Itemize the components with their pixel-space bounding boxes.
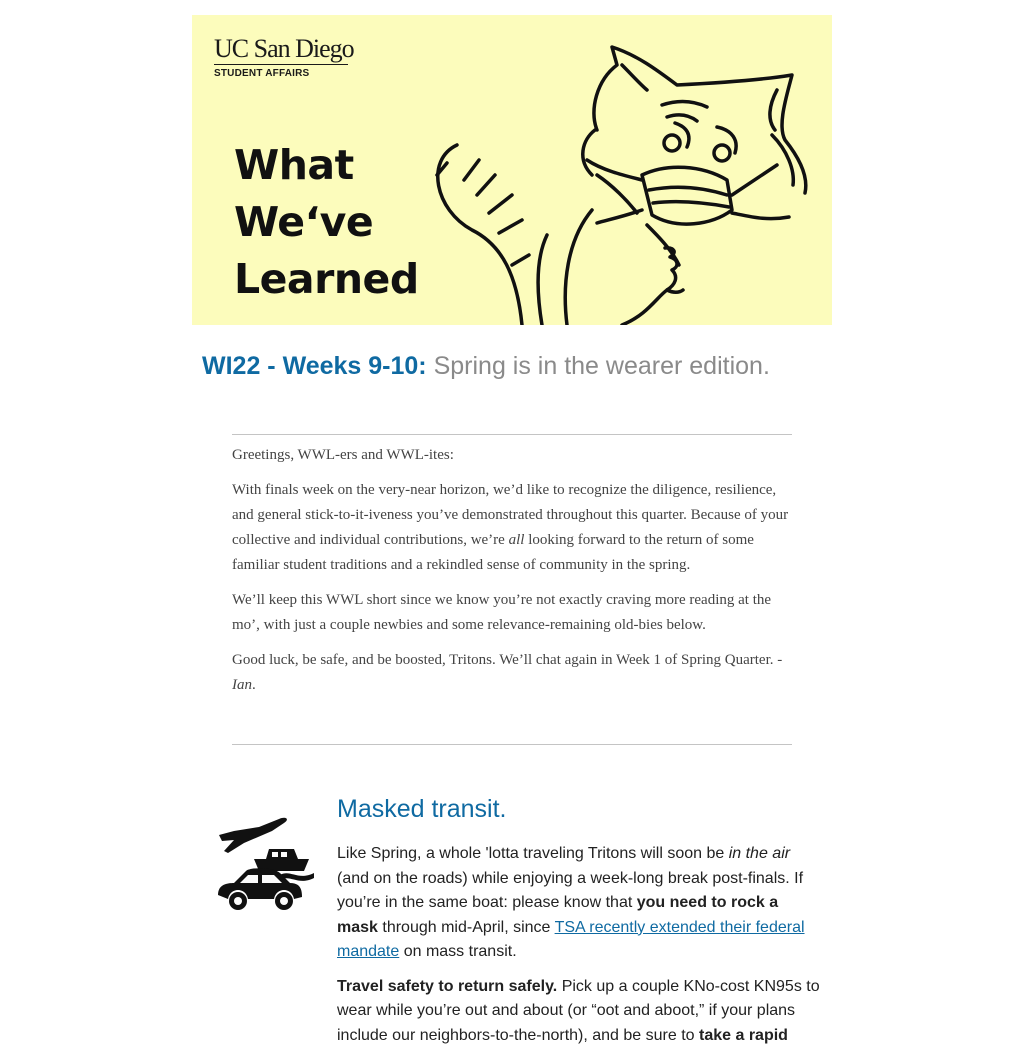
uc-san-diego-logo <box>214 35 354 79</box>
masked-raccoon-illustration-icon <box>417 35 827 325</box>
article-p2-strong-2: take a rapid <box>699 1026 788 1044</box>
intro-paragraph-3 <box>232 648 794 698</box>
intro-bottom-divider <box>232 744 792 745</box>
article-p1-text-d: on mass transit. <box>399 943 517 960</box>
article-title: Masked transit. <box>337 795 507 823</box>
article-p2-text-a: Pick up a couple KNo-cost KN95s to wear while you’re out and about (or “oot and aboot,” if your plans include our neighbors-to-the-north), and be sure to <box>337 977 820 1044</box>
hero-title-line-1: What <box>234 141 354 189</box>
intro-p3-text-b: . <box>252 677 256 693</box>
intro-paragraph-2: We’ll keep this WWL short since we know you’re not exactly craving more reading at the mo’, with just a couple newbies and some relevance-remaining old-bies below. <box>232 592 772 633</box>
intro-signature: Ian <box>232 677 252 693</box>
intro-top-divider <box>232 434 792 435</box>
issue-headline <box>202 352 770 381</box>
article-p1-text-a: Like Spring, a whole 'lotta traveling Tritons will soon be <box>337 845 729 862</box>
intro-greeting: Greetings, WWL-ers and WWL-ites: <box>232 447 454 463</box>
logo-wordmark: UC San Diego <box>214 34 354 63</box>
intro-p1-emphasis: all <box>508 532 525 548</box>
tsa-mandate-link[interactable]: TSA recently extended their federal mandate <box>337 918 805 960</box>
intro-paragraph-1 <box>232 478 794 578</box>
article-p1-strong: you need to rock a mask <box>337 894 779 936</box>
article-paragraph-1 <box>337 842 822 965</box>
hero-title-line-2: We‘ve <box>234 198 374 246</box>
hero-title <box>234 137 419 308</box>
logo-subtitle: STUDENT AFFAIRS <box>214 68 310 79</box>
hero-title-line-3: Learned <box>234 255 419 303</box>
article-paragraph-2 <box>337 975 822 1049</box>
intro-p1-text-b: looking forward to the return of some familiar student traditions and a rekindled sense of community in the spring. <box>232 532 754 573</box>
article-p1-text-c: through mid-April, since <box>377 918 555 936</box>
transit-plane-boat-car-icon <box>214 813 318 917</box>
article-p2-strong: Travel safety to return safely. <box>337 977 558 995</box>
issue-subtitle: Spring is in the wearer edition. <box>433 352 770 380</box>
newsletter <box>192 15 832 1044</box>
article-p1-text-b: (and on the roads) while enjoying a week-long break post-finals. If you’re in the same boat: please know that <box>337 869 804 911</box>
article-body <box>337 842 822 1058</box>
intro-p3-text-a: Good luck, be safe, and be boosted, Tritons. We’ll chat again in Week 1 of Spring Quarter. - <box>232 652 783 668</box>
article-p1-emphasis: in the air <box>728 845 791 862</box>
hero-banner <box>192 15 832 325</box>
logo-divider <box>214 64 348 65</box>
intro-letter <box>232 443 794 708</box>
intro-p1-text-a: With finals week on the very-near horizon, we’d like to recognize the diligence, resilience, and general stick-to-it-iveness you’ve demonstrated throughout this quarter. Because of your collective and individual contributions, we’re <box>232 482 789 548</box>
issue-label: WI22 - Weeks 9-10: <box>202 352 427 380</box>
